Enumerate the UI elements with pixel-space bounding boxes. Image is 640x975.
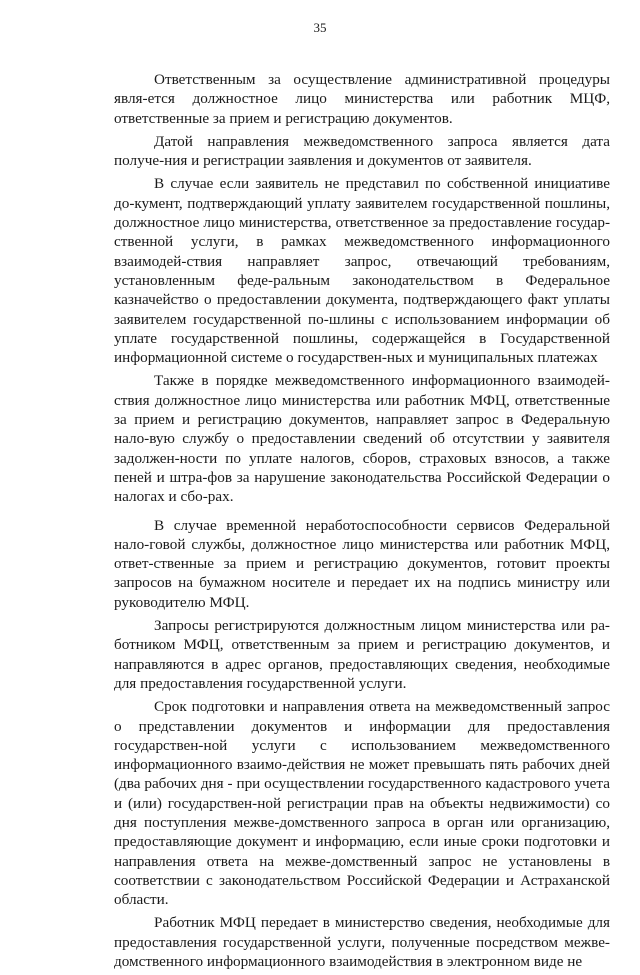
document-body [114, 70, 610, 975]
paragraph-request-date: Датой направления межведомственного запроса является дата получе-ния и регистрации заявления и документов от заявителя. [114, 132, 610, 170]
paragraph-responsible-person: Ответственным за осуществление административной процедуры явля-ется должностное лицо министерства или работник МЦФ, ответственные за прием и регистрацию документов. [114, 71, 610, 127]
paragraph-request-registration: Запросы регистрируются должностным лицом министерства или ра-ботником МФЦ, ответственным за прием и регистрацию документов, и направляются в адрес органов, предоставляющих сведения, необходимые для предоставления государственной услуги. [114, 617, 610, 692]
paragraph-state-duty: В случае если заявитель не представил по собственной инициативе до-кумент, подтверждающий уплату заявителем государственной пошлины, должностное лицо министерства, ответственное за предоставление государ-ственной услуги, в рамках межведомственного информационного взаимодей-ствия направляет запрос, отвечающий требованиям, установленным феде-ральным законодательством в Федеральное казначейство о предоставлении документа, подтверждающего факт уплаты заявителем государственной по-шлины с использованием информации об уплате государственной пошлины, содержащейся в Государственной информационной системе о государствен-ных и муниципальных платежах [114, 175, 610, 367]
paragraph-response-deadline: Срок подготовки и направления ответа на межведомственный запрос о представлении документов и информации для предоставления государствен-ной услуги с использованием межведомственного информационного взаимо-действия не может превышать пять рабочих дней (два рабочих дня - при осуществлении государственного кадастрового учета и (или) государствен-ной регистрации прав на объекты недвижимости) со дня поступления межве-домственного запроса в орган или организацию, предоставляющие документ и информацию, если иные сроки подготовки и направления ответа на межве-домственный запрос не установлены в соответствии с законодательством Российской Федерации и Астраханской области. [114, 698, 610, 909]
paragraph-service-outage: В случае временной неработоспособности сервисов Федеральной нало-говой службы, должностное лицо министерства или работник МФЦ, ответ-ственные за прием и регистрацию документов, готовит проекты запросов на бумажном носителе и передает их на подпись министру или руководителю МФЦ. [114, 516, 610, 611]
paragraph-mfc-transfer: Работник МФЦ передает в министерство сведения, необходимые для предоставления государственной услуги, полученные посредством межве-домственного информационного взаимодействия в электронном виде не [114, 914, 610, 971]
page-number: 35 [313, 20, 327, 35]
paragraph-tax-service-request: Также в порядке межведомственного информационного взаимодей-ствия должностное лицо министерства или работник МФЦ, ответственные за прием и регистрацию документов, направляет запрос в Федеральную нало-вую службу о предоставлении сведений об отсутствии у заявителя задолжен-ности по уплате налогов, сборов, страховых взносов, а также пеней и штра-фов за нарушение законодательства Российской Федерации о налогах и сбо-рах. [114, 372, 610, 506]
